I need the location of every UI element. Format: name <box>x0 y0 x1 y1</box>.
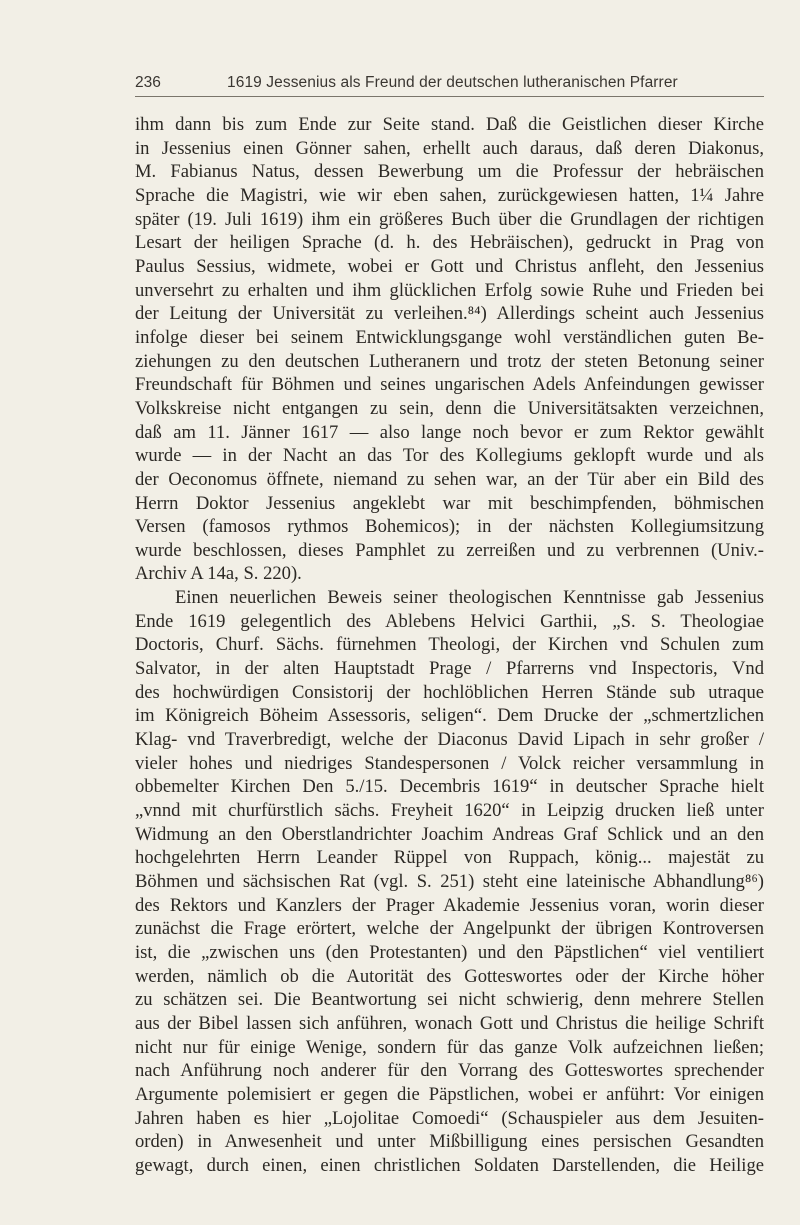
text-line: daß am 11. Jänner 1617 — also lange noch bevor er zum Rektor gewählt <box>135 421 764 443</box>
text-line: wurde — in der Nacht an das Tor des Kollegiums geklopft wurde und als <box>135 445 764 467</box>
text-line: des Rektors und Kanzlers der Prager Akademie Jessenius voran, worin dieser <box>135 894 764 916</box>
text-line: zunächst die Frage erörtert, welche der Angelpunkt der übrigen Kontroversen <box>135 918 764 940</box>
text-line: „vnnd mit churfürstlich sächs. Freyheit 1620“ in Leipzig drucken ließ unter <box>135 800 764 822</box>
page-header <box>135 70 764 97</box>
text-line: hochgelehrten Herrn Leander Rüppel von Ruppach, könig... majestät zu <box>135 847 764 869</box>
text-line: Böhmen und sächsischen Rat (vgl. S. 251) steht eine lateinische Abhandlung⁸⁶) <box>135 871 764 892</box>
text-line: Sprache die Magistri, wie wir eben sahen, zurückgewiesen hatten, 1¼ Jahre <box>135 184 764 206</box>
text-line: später (19. Juli 1619) ihm ein größeres Buch über die Grundlagen der richtigen <box>135 208 764 230</box>
text-line: im Königreich Böheim Assessoris, seligen“. Dem Drucke der „schmertzlichen <box>135 705 764 727</box>
text-line: unversehrt zu erhalten und ihm glücklichen Erfolg sowie Ruhe und Frieden bei <box>135 279 764 301</box>
text-line: infolge dieser bei seinem Entwicklungsgange wohl verständlichen guten Be- <box>135 326 764 348</box>
text-line: Einen neuerlichen Beweis seiner theologischen Kenntnisse gab Jessenius <box>175 587 764 609</box>
text-line: aus der Bibel lassen sich anführen, wonach Gott und Christus die heilige Schrift <box>135 1012 764 1034</box>
text-line: Lesart der heiligen Sprache (d. h. des Hebräischen), gedruckt in Prag von <box>135 232 764 254</box>
text-line: Archiv A 14a, S. 220). <box>135 563 302 585</box>
text-line: zu schätzen sei. Die Beantwortung sei nicht schwierig, denn mehrere Stellen <box>135 989 764 1011</box>
text-line: Herrn Doktor Jessenius angeklebt war mit beschimpfenden, böhmischen <box>135 492 764 514</box>
text-line: Argumente polemisiert er gegen die Päpstlichen, wobei er anführt: Vor einigen <box>135 1083 764 1105</box>
text-line: Doctoris, Churf. Sächs. fürnehmen Theologi, der Kirchen vnd Schulen zum <box>135 634 764 656</box>
page-number: 236 <box>135 74 161 91</box>
text-line: ihm dann bis zum Ende zur Seite stand. Daß die Geistlichen dieser Kirche <box>135 114 764 135</box>
text-line: gewagt, durch einen, einen christlichen Soldaten Darstellenden, die Heilige <box>135 1154 764 1176</box>
text-line: vieler hohes und niedriges Standespersonen / Volck reicher versammlung in <box>135 752 764 774</box>
text-line: der Leitung der Universität zu verleihen.⁸⁴) Allerdings scheint auch Jessenius <box>135 303 764 325</box>
text-line: Klag- vnd Traverbredigt, welche der Diaconus David Lipach in sehr großer / <box>135 729 764 751</box>
text-line: Paulus Sessius, widmete, wobei er Gott und Christus anfleht, den Jessenius <box>135 255 764 277</box>
text-line: werden, nämlich ob die Autorität des Gotteswortes oder der Kirche höher <box>135 965 764 987</box>
text-line: Volkskreise nicht entgangen zu sein, denn die Universitätsakten verzeichnen, <box>135 397 764 419</box>
text-line: nicht nur für einige Wenige, sondern für das ganze Volk aufzeichnen ließen; <box>135 1036 764 1058</box>
text-line: obbemelter Kirchen Den 5./15. Decembris 1619“ in deutscher Sprache hielt <box>135 776 764 798</box>
text-line: Ende 1619 gelegentlich des Ablebens Helvici Garthii, „S. S. Theologiae <box>135 610 764 632</box>
text-line: ist, die „zwischen uns (den Protestanten) und den Päpstlichen“ viel ventiliert <box>135 941 764 963</box>
text-line: orden) in Anwesenheit und unter Mißbilligung eines persischen Gesandten <box>135 1131 764 1153</box>
text-line: des hochwürdigen Consistorij der hochlöblichen Herren Stände sub utraque <box>135 681 764 703</box>
running-head: 1619 Jessenius als Freund der deutschen lutheranischen Pfarrer <box>227 74 678 91</box>
text-line: Freundschaft für Böhmen und seines ungarischen Adels Anfeindungen gewisser <box>135 374 764 396</box>
text-line: Widmung an den Oberstlandrichter Joachim Andreas Graf Schlick und an den <box>135 823 764 845</box>
text-line: wurde beschlossen, dieses Pamphlet zu zerreißen und zu verbrennen (Univ.- <box>135 539 764 561</box>
text-line: der Oeconomus öffnete, niemand zu sehen war, an der Tür aber ein Bild des <box>135 468 764 490</box>
text-line: nach Anführung noch anderer für den Vorrang des Gotteswortes sprechender <box>135 1060 764 1082</box>
text-line: M. Fabianus Natus, dessen Bewerbung um die Professur der hebräischen <box>135 161 764 183</box>
body-text <box>135 113 764 1178</box>
text-line: Jahren haben es hier „Lojolitae Comoedi“ (Schauspieler aus dem Jesuiten- <box>135 1107 764 1129</box>
text-line: Salvator, in der alten Hauptstadt Prage / Pfarrerns vnd Inspectoris, Vnd <box>135 658 764 680</box>
text-line: in Jessenius einen Gönner sahen, erhellt auch daraus, daß deren Diakonus, <box>135 137 764 159</box>
text-line: Versen (famosos rythmos Bohemicos); in der nächsten Kollegiumsitzung <box>135 516 764 538</box>
text-line: ziehungen zu den deutschen Lutheranern und trotz der steten Betonung seiner <box>135 350 764 372</box>
